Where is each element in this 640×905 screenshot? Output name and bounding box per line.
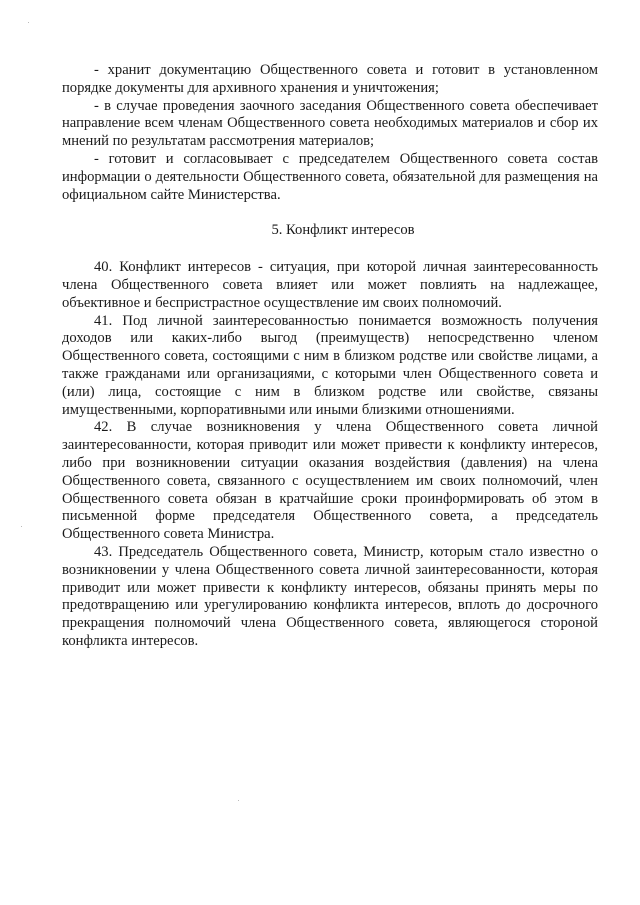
list-item-absentee-meeting: - в случае проведения заочного заседания Общественного совета обеспечивает направление всем членам Общественного совета необходимых материалов и сбор их мнений по результатам рассмотрения материалов;	[62, 97, 598, 150]
paragraph-40: 40. Конфликт интересов - ситуация, при которой личная заинтересованность члена Общественного совета влияет или может повлиять на надлежащее, объективное и беспристрастное осуществление им своих полномочий.	[62, 259, 598, 311]
list-item-archive: - хранит документацию Общественного совета и готовит в установленном порядке документы для архивного хранения и уничтожения;	[62, 62, 598, 96]
paragraph-41: 41. Под личной заинтересованностью понимается возможность получения доходов или каких-либо выгод (преимуществ) непосредственно членом Общественного совета, состоящими с ним в близком родстве или свойстве лицами, а также гражданами или организациями, с которыми член Общественного совета и (или) лица, состоящие с ним в близком родстве или свойстве, связаны имущественными, корпоративными или иными близкими отношениями.	[62, 312, 598, 418]
scan-speck	[21, 526, 22, 527]
scan-speck	[238, 800, 239, 801]
paragraph-43: 43. Председатель Общественного совета, Министр, которым стало известно о возникновении у члена Общественного совета личной заинтересованности, которая приводит или может привести к конфликту интересов, обязаны принять меры по предотвращению или урегулированию конфликта интересов, вплоть до досрочного прекращения полномочий члена Общественного совета, являющегося стороной конфликта интересов.	[62, 543, 598, 649]
paragraph-42: 42. В случае возникновения у члена Общественного совета личной заинтересованности, которая приводит или может привести к конфликту интересов, либо при возникновении ситуации оказания воздействия (давления) на члена Общественного совета, связанного с осуществлением им своих полномочий, член Общественного совета обязан в кратчайшие сроки проинформировать об этом в письменной форме председателя Общественного совета, а председатель Общественного совета Министра.	[62, 419, 598, 543]
list-item-website-info: - готовит и согласовывает с председателем Общественного совета состав информации о деятельности Общественного совета, обязательной для размещения на официальном сайте Министерства.	[62, 150, 598, 203]
scan-speck	[28, 22, 29, 23]
document-page	[62, 62, 598, 651]
section-heading: 5. Конфликт интересов	[271, 222, 415, 239]
